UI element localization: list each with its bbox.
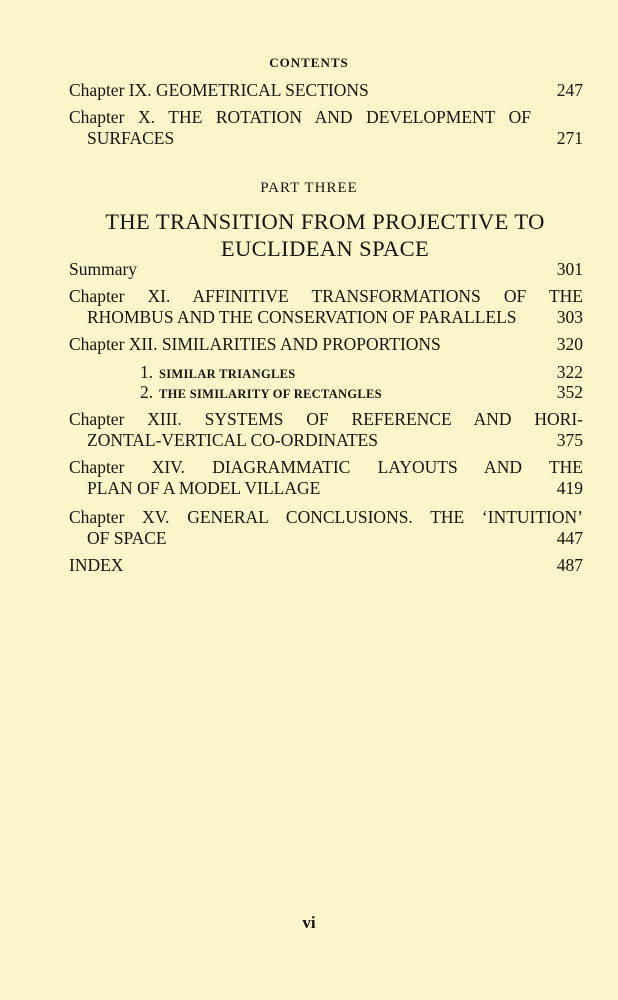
entry-page: 487	[556, 555, 583, 575]
section-title: THE SIMILARITY OF RECTANGLES	[159, 387, 382, 401]
entry-page: 447	[556, 528, 583, 548]
entry-title-line1: Chapter XV. GENERAL CONCLUSIONS. THE ‘INTUITION’	[69, 507, 583, 527]
running-head: CONTENTS	[269, 55, 349, 70]
toc-entry-chapter-10	[69, 107, 583, 149]
entry-title	[69, 286, 583, 328]
entry-title: Summary	[69, 259, 138, 279]
toc-entry-index	[69, 555, 583, 576]
part-title-line1: THE TRANSITION FROM PROJECTIVE TO	[105, 209, 545, 234]
page-number: vi	[302, 913, 316, 932]
toc-entry-chapter-11	[69, 286, 583, 328]
toc-entry-chapter-14	[69, 457, 583, 499]
entry-title	[69, 107, 583, 149]
section-page: 322	[556, 362, 583, 382]
entry-page: 303	[556, 307, 583, 327]
entry-title-line2: SURFACES	[87, 128, 175, 148]
toc-entry-chapter-13	[69, 409, 583, 451]
entry-title-line2: PLAN OF A MODEL VILLAGE	[87, 478, 321, 498]
section-number: 2.	[140, 382, 154, 402]
entry-title: Chapter XII. SIMILARITIES AND PROPORTIONS	[69, 334, 441, 354]
toc-entry-chapter-9	[69, 80, 583, 101]
entry-page: 320	[556, 334, 583, 354]
entry-title: Chapter IX. GEOMETRICAL SECTIONS	[69, 80, 369, 100]
toc-entry-chapter-12	[69, 334, 583, 355]
entry-page: 375	[556, 430, 583, 450]
entry-page: 247	[556, 80, 583, 100]
entry-title: INDEX	[69, 555, 124, 575]
part-label: PART THREE	[260, 180, 358, 196]
entry-title	[69, 457, 583, 499]
section-title: SIMILAR TRIANGLES	[159, 367, 296, 381]
entry-title-line2: OF SPACE	[87, 528, 167, 548]
entry-title-line2: RHOMBUS AND THE CONSERVATION OF PARALLELS	[87, 307, 517, 327]
entry-title-line1: Chapter X. THE ROTATION AND DEVELOPMENT OF	[69, 107, 531, 127]
part-title	[60, 208, 590, 262]
toc-entry-chapter-15	[69, 507, 583, 549]
entry-title-line1: Chapter XIII. SYSTEMS OF REFERENCE AND HORI-	[69, 409, 583, 429]
section-page: 352	[556, 382, 583, 402]
entry-title-line1: Chapter XIV. DIAGRAMMATIC LAYOUTS AND THE	[69, 457, 583, 477]
section-number: 1.	[140, 362, 154, 382]
entry-title-line1: Chapter XI. AFFINITIVE TRANSFORMATIONS OF THE	[69, 286, 583, 306]
entry-title	[69, 507, 583, 549]
entry-page: 301	[556, 259, 583, 279]
part-title-line2: EUCLIDEAN SPACE	[220, 236, 430, 261]
toc-entry-summary	[69, 259, 583, 280]
entry-page: 271	[556, 128, 583, 148]
entry-title	[69, 409, 583, 451]
entry-page: 419	[556, 478, 583, 498]
entry-title-line2: ZONTAL-VERTICAL CO-ORDINATES	[87, 430, 378, 450]
